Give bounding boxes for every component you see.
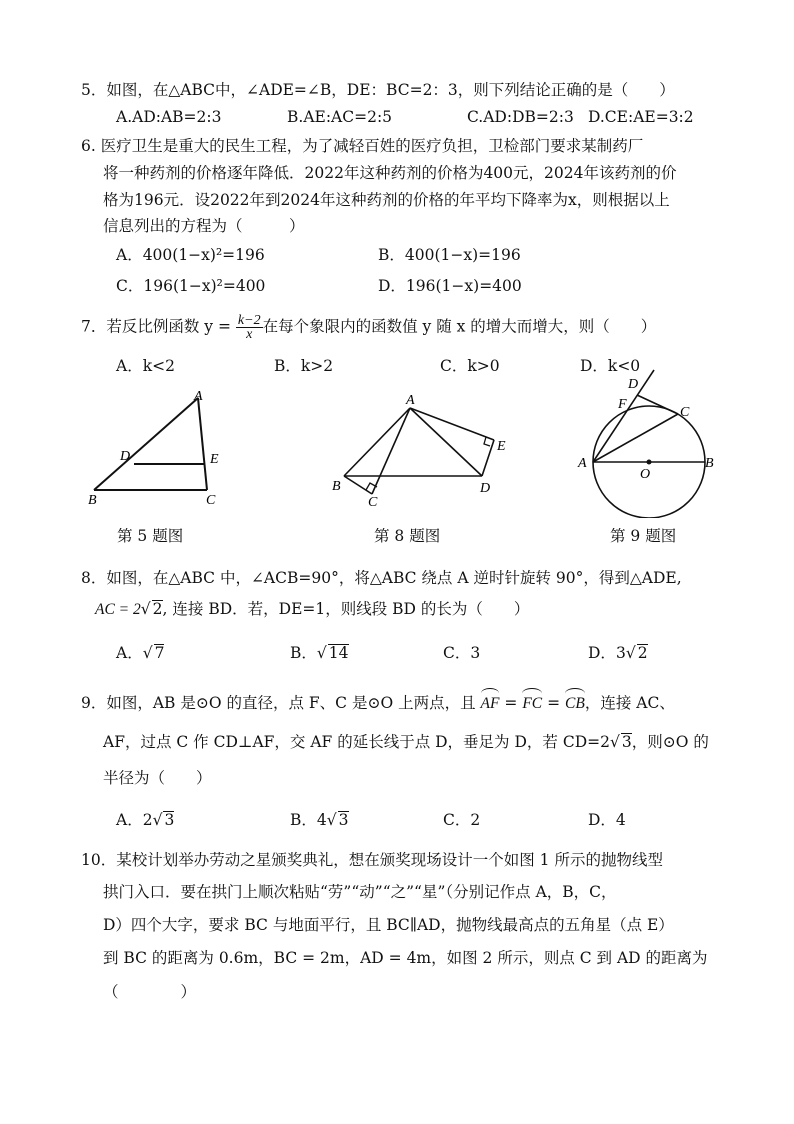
q8-option-c-label: C． <box>443 644 471 662</box>
q9-line-1-prefix: 9．如图，AB 是⊙O 的直径，点 F、C 是⊙O 上两点，且 <box>81 694 476 712</box>
fig9-label-a: A <box>578 456 587 471</box>
q9-option-b-label: B．4 <box>290 811 327 829</box>
q6-option-b: B．400(1−x)=196 <box>378 246 521 264</box>
q8-option-a <box>116 643 164 663</box>
fig8-label-b: B <box>332 479 341 494</box>
figure-8 <box>326 392 516 510</box>
fig9-label-c: C <box>680 405 690 420</box>
q7-stem <box>81 314 656 341</box>
fig5-caption: 第 5 题图 <box>117 527 184 545</box>
q8-option-d <box>588 643 648 663</box>
q9-option-a-label: A．2 <box>116 811 153 829</box>
fig9-line-ac <box>593 414 678 462</box>
q9-equals-2: = <box>547 694 561 712</box>
q5-option-d: D.CE:AE=3:2 <box>588 108 694 126</box>
q9-option-d: D．4 <box>588 811 626 829</box>
q8-option-b-label: B． <box>290 644 317 662</box>
q8-ac-prefix: AC = 2 <box>95 601 141 618</box>
q5-stem: 5．如图，在△ABC中，∠ADE=∠B，DE：BC=2：3，则下列结论正确的是（ ） <box>81 81 675 99</box>
fig8-line-ac <box>372 408 410 494</box>
q8-line-2-suffix: , 连接 BD．若，DE=1，则线段 BD 的长为（ ） <box>162 600 530 618</box>
q7-option-b: B．k>2 <box>274 357 334 375</box>
fig8-line-ab <box>344 408 410 476</box>
fig9-center-point <box>647 460 652 465</box>
fig5-label-d: D <box>120 449 131 464</box>
q5-option-c: C.AD:DB=2:3 <box>467 108 574 126</box>
fig8-line-bc <box>344 476 372 494</box>
q6-line-1: 6. 医疗卫生是重大的民生工程，为了减轻百姓的医疗负担，卫检部门要求某制药厂 <box>81 137 644 155</box>
q8-option-b-radicand: 14 <box>328 644 349 662</box>
fig8-label-d: D <box>480 481 491 496</box>
q9-option-a-radicand: 3 <box>164 811 175 829</box>
fig9-label-o: O <box>640 467 651 482</box>
q8-option-b <box>290 643 349 663</box>
q9-line-1-suffix: ，连接 AC、 <box>584 694 675 712</box>
q9-line-2-radicand: 3 <box>621 733 632 751</box>
q10-line-2: 拱门入口．要在拱门上顺次粘贴“劳”“动”“之”“星”（分别记作点 A，B，C， <box>103 883 617 901</box>
fig5-label-e: E <box>210 452 219 467</box>
fig9-line-ad <box>593 370 654 462</box>
fig8-label-c: C <box>368 495 378 510</box>
q7-option-a: A．k<2 <box>116 357 175 375</box>
q9-line-2-prefix: AF，过点 C 作 CD⊥AF，交 AF 的延长线于点 D，垂足为 D，若 CD=2 <box>103 733 610 751</box>
q8-line-1: 8．如图，在△ABC 中，∠ACB=90°，将△ABC 绕点 A 逆时针旋转 90°，得到△ADE, <box>81 569 682 587</box>
fig8-right-angle-c <box>366 483 377 490</box>
q10-line-5: （ ） <box>103 983 197 1001</box>
q9-arc-fc: FC <box>522 688 542 714</box>
fig8-label-e: E <box>497 439 506 454</box>
fig9-caption: 第 9 题图 <box>610 527 677 545</box>
q9-option-a-radical: √ <box>152 811 163 829</box>
q8-option-a-label: A． <box>116 644 143 662</box>
fig8-line-ad <box>410 408 482 476</box>
q7-prefix: 7．若反比例函数 y = <box>81 317 231 336</box>
fig9-label-b: B <box>705 456 714 471</box>
fig8-line-ae <box>410 408 494 440</box>
q8-option-d-radical: √ <box>625 644 636 662</box>
q7-fraction-numerator: k−2 <box>237 313 261 328</box>
q10-line-1: 10．某校计划举办劳动之星颁奖典礼，想在颁奖现场设计一个如图 1 所示的抛物线型 <box>81 851 663 869</box>
fig5-label-b: B <box>88 493 97 508</box>
q8-option-a-radicand: 7 <box>154 644 165 662</box>
q6-option-a: A．400(1−x)²=196 <box>116 246 265 264</box>
q8-ac-radicand: 2 <box>152 600 163 618</box>
q10-line-4: 到 BC 的距离为 0.6m，BC = 2m，AD = 4m，如图 2 所示，则点 C 到 AD 的距离为 <box>103 949 708 967</box>
q8-option-d-radicand: 2 <box>637 644 648 662</box>
fig8-label-a: A <box>406 393 415 408</box>
q8-option-a-radical: √ <box>142 644 153 662</box>
q9-option-b-radical: √ <box>326 811 337 829</box>
q9-equals-1: = <box>504 694 518 712</box>
fig8-caption: 第 8 题图 <box>374 527 441 545</box>
q7-option-c: C．k>0 <box>440 357 500 375</box>
q9-arc-af: AF <box>481 688 500 714</box>
fig5-label-c: C <box>206 493 216 508</box>
q8-radical-sign: √ <box>140 600 151 618</box>
q8-option-d-coefficient: 3 <box>615 644 626 662</box>
q7-fraction-denominator: x <box>246 327 253 342</box>
q8-option-c <box>443 643 480 663</box>
q7-option-d: D．k<0 <box>580 357 641 375</box>
q9-arc-cb: CB <box>565 688 585 714</box>
q10-line-3: D）四个大字，要求 BC 与地面平行，且 BC∥AD，抛物线最高点的五角星（点 E） <box>103 916 674 934</box>
q8-option-b-radical: √ <box>316 644 327 662</box>
q6-line-3: 格为196元．设2022年到2024年这种药剂的价格的年平均下降率为x，则根据以上 <box>103 191 670 209</box>
q8-option-d-label: D． <box>588 644 616 662</box>
q9-line-2-radical: √ <box>609 733 620 751</box>
figure-9 <box>570 368 730 518</box>
q9-line-1 <box>81 688 675 714</box>
q8-line-2 <box>95 599 529 620</box>
q9-option-a <box>116 810 174 830</box>
fig9-label-f: F <box>618 397 627 412</box>
figure-5 <box>84 388 234 508</box>
q6-option-d: D．196(1−x)=400 <box>378 277 522 295</box>
q8-option-c-value: 3 <box>470 644 481 662</box>
q6-line-4: 信息列出的方程为（ ） <box>103 217 305 235</box>
q9-option-b-radicand: 3 <box>338 811 349 829</box>
q7-suffix: 在每个象限内的函数值 y 随 x 的增大而增大，则（ ） <box>262 317 657 336</box>
q9-line-3: 半径为（ ） <box>103 769 212 787</box>
q9-line-2-suffix: ，则⊙O 的 <box>631 733 709 751</box>
q7-fraction <box>236 314 263 341</box>
q6-option-c: C．196(1−x)²=400 <box>116 277 266 295</box>
fig9-label-d: D <box>628 377 639 392</box>
q9-option-c: C．2 <box>443 811 481 829</box>
q5-option-a: A.AD:AB=2:3 <box>116 108 222 126</box>
fig5-line-ab <box>94 398 198 490</box>
q9-line-2 <box>103 732 709 752</box>
fig5-label-a: A <box>194 389 203 404</box>
q9-option-b <box>290 810 349 830</box>
q6-line-2: 将一种药剂的价格逐年降低．2022年这种药剂的价格为400元，2024年该药剂的价 <box>103 164 677 182</box>
fig9-line-cd <box>637 395 678 414</box>
fig5-line-ac <box>198 398 207 490</box>
q5-option-b: B.AE:AC=2:5 <box>287 108 393 126</box>
